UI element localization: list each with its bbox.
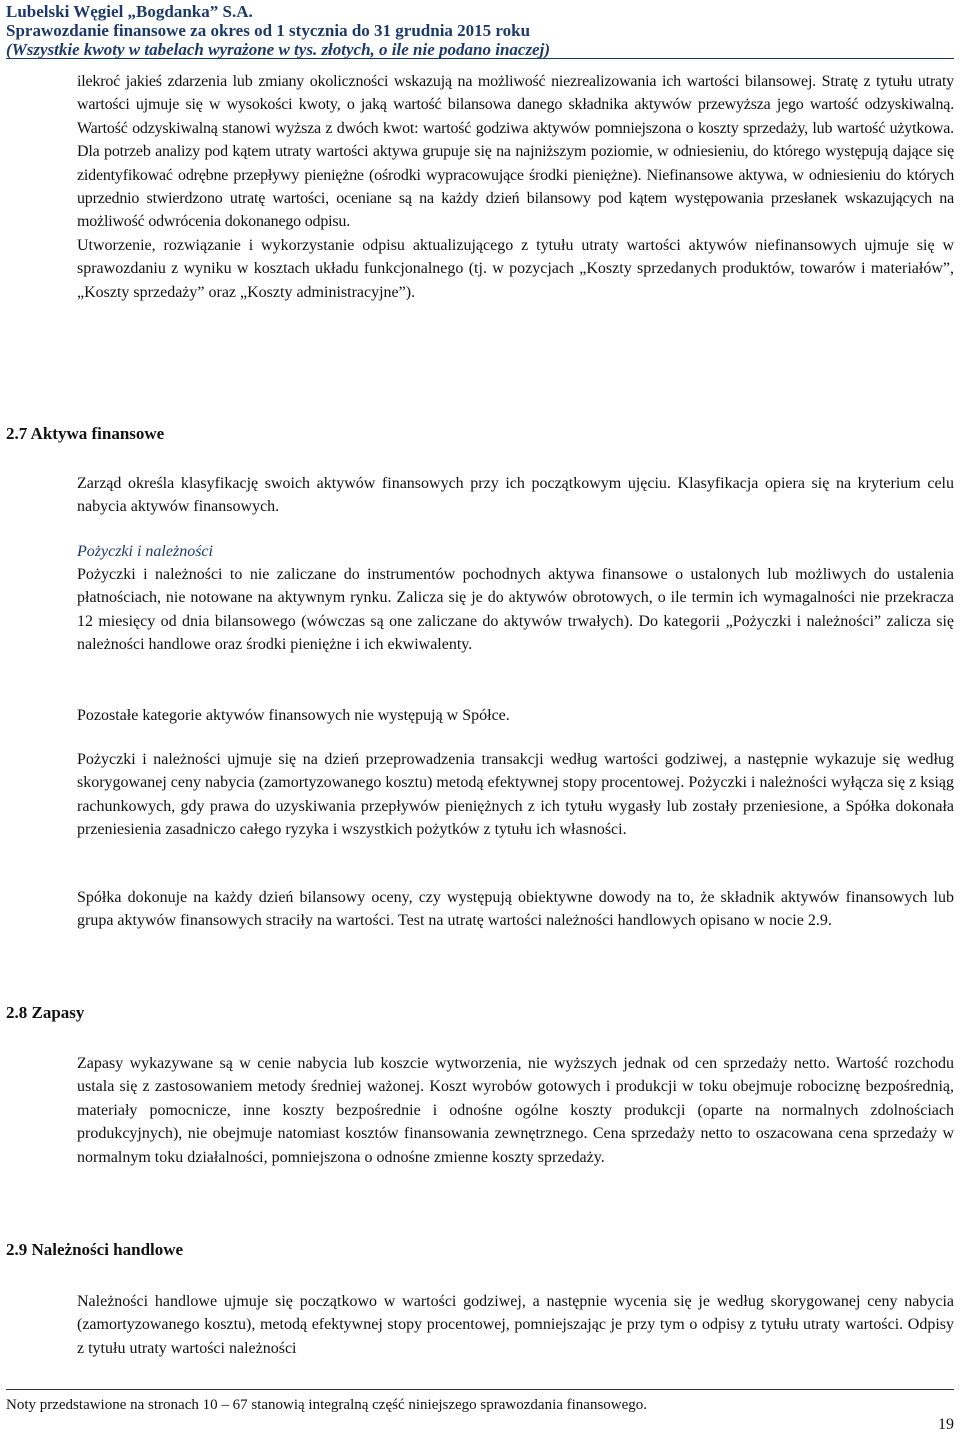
other-categories-block (77, 704, 954, 727)
impairment-assessment-block (77, 886, 954, 933)
section-heading-2-9: 2.9 Należności handlowe (6, 1240, 184, 1259)
paragraph-impairment-allowance: Utworzenie, rozwiązanie i wykorzystanie odpisu aktualizującego z tytułu utraty wartości aktywów niefinansowych ujmuje się w sprawozdaniu z wyniku w kosztach układu funkcjonalnego (tj. w pozycjach „Koszty sprzedanych produktów, towarów i materiałów”, „Koszty sprzedaży” oraz „Koszty administracyjne”). (77, 236, 954, 301)
paragraph-trade-receivables: Należności handlowe ujmuje się początkowo w wartości godziwej, a następnie wycenia się je według skorygowanej ceny nabycia (zamortyzowanego kosztu), metodą efektywnej stopy procentowej, pomniejszając je przy tym o odpisy z tytułu utraty wartości. Odpisy z tytułu utraty wartości należności (77, 1293, 954, 1357)
paragraph-classification: Zarząd określa klasyfikację swoich aktywów finansowych przy ich początkowym ujęciu. Klasyfikacja opiera się na kryterium celu nabycia aktywów finansowych. (77, 475, 954, 516)
section-heading-2-8: 2.8 Zapasy (6, 1003, 85, 1022)
page-number: 19 (938, 1416, 954, 1433)
footer-divider (6, 1389, 954, 1390)
loans-block (77, 540, 954, 657)
impairment-block (77, 70, 954, 304)
trade-receivables-block (77, 1290, 954, 1360)
subheading-loans-receivables: Pożyczki i należności (77, 543, 213, 560)
paragraph-impairment-assessment: Spółka dokonuje na każdy dzień bilansowy oceny, czy występują obiektywne dowody na to, że składnik aktywów finansowych lub grupa aktywów finansowych straciły na wartości. Test na utratę wartości należności handlowych opisano w nocie 2.9. (77, 889, 954, 930)
amounts-note: (Wszystkie kwoty w tabelach wyrażone w tys. złotych, o ile nie podano inaczej) (6, 40, 550, 59)
paragraph-loans-recognition: Pożyczki i należności ujmuje się na dzień przeprowadzenia transakcji według wartości godziwej, a następnie wykazuje się według skorygowanej ceny nabycia (zamortyzowanego kosztu) metodą efektywnej stopy procentowej. Pożyczki i należności wyłącza się z ksiąg rachunkowych, gdy prawa do uzyskiwania przepływów pieniężnych z ich tytułu wygasły lub zostały przeniesione, a Spółka dokonała przeniesienia zasadniczo całego ryzyka i wszystkich pożytków z tytułu ich własności. (77, 751, 955, 839)
company-name: Lubelski Węgiel „Bogdanka” S.A. (6, 2, 253, 21)
financial-assets-intro (77, 472, 954, 519)
header-divider (6, 58, 954, 59)
paragraph-other-categories: Pozostałe kategorie aktywów finansowych nie występują w Spółce. (77, 707, 510, 724)
document-header (6, 2, 956, 59)
section-heading-2-7: 2.7 Aktywa finansowe (6, 424, 165, 443)
loans-recognition-block (77, 748, 954, 842)
paragraph-inventory: Zapasy wykazywane są w cenie nabycia lub koszcie wytworzenia, nie wyższych jednak od cen sprzedaży netto. Wartość rozchodu ustala się z zastosowaniem metody średniej ważonej. Koszt wyrobów gotowych i produkcji w toku obejmuje robociznę bezpośrednią, materiały pomocnicze, inne koszty bezpośrednie i odnośne ogólne koszty produkcji (oparte na normalnych zdolnościach produkcyjnych), nie obejmuje natomiast kosztów finansowania zewnętrznego. Cena sprzedaży netto to oszacowana cena sprzedaży w normalnym toku działalności, pomniejszona o odnośne zmienne koszty sprzedaży. (77, 1055, 954, 1166)
inventory-block (77, 1052, 954, 1169)
footer-note: Noty przedstawione na stronach 10 – 67 stanowią integralną część niniejszego sprawozdania finansowego. (6, 1397, 648, 1413)
paragraph-loans-definition: Pożyczki i należności to nie zaliczane do instrumentów pochodnych aktywa finansowe o ustalonych lub możliwych do ustalenia płatnościach, nie notowane na aktywnym rynku. Zalicza się je do aktywów obrotowych, o ile termin ich wymagalności nie przekracza 12 miesięcy od dnia bilansowego (wówczas są one zaliczane do aktywów trwałych). Do kategorii „Pożyczki i należności” zalicza się należności handlowe oraz środki pieniężne i ich ekwiwalenty. (77, 566, 954, 654)
report-title: Sprawozdanie finansowe za okres od 1 stycznia do 31 grudnia 2015 roku (6, 21, 531, 40)
paragraph-impairment: ilekroć jakieś zdarzenia lub zmiany okoliczności wskazują na możliwość niezrealizowania ich wartości bilansowej. Stratę z tytułu utraty wartości ujmuje się w wysokości kwoty, o jaką wartość bilansowa danego składnika aktywów przewyższa jego wartość odzyskiwalną. Wartość odzyskiwalną stanowi wyższa z dwóch kwot: wartość godziwa aktywów pomniejszona o koszty sprzedaży, lub wartość użytkowa. Dla potrzeb analizy pod kątem utraty wartości aktywa grupuje się na najniższym poziomie, w odniesieniu, do którego występują dające się zidentyfikować odrębne przepływy pieniężne (ośrodki wypracowujące środki pieniężne). Niefinansowe aktywa, w odniesieniu do których uprzednio stwierdzono utratę wartości, oceniane są na każdy dzień bilansowy pod kątem występowania przesłanek wskazujących na możliwość odwrócenia dokonanego odpisu. (77, 73, 954, 231)
